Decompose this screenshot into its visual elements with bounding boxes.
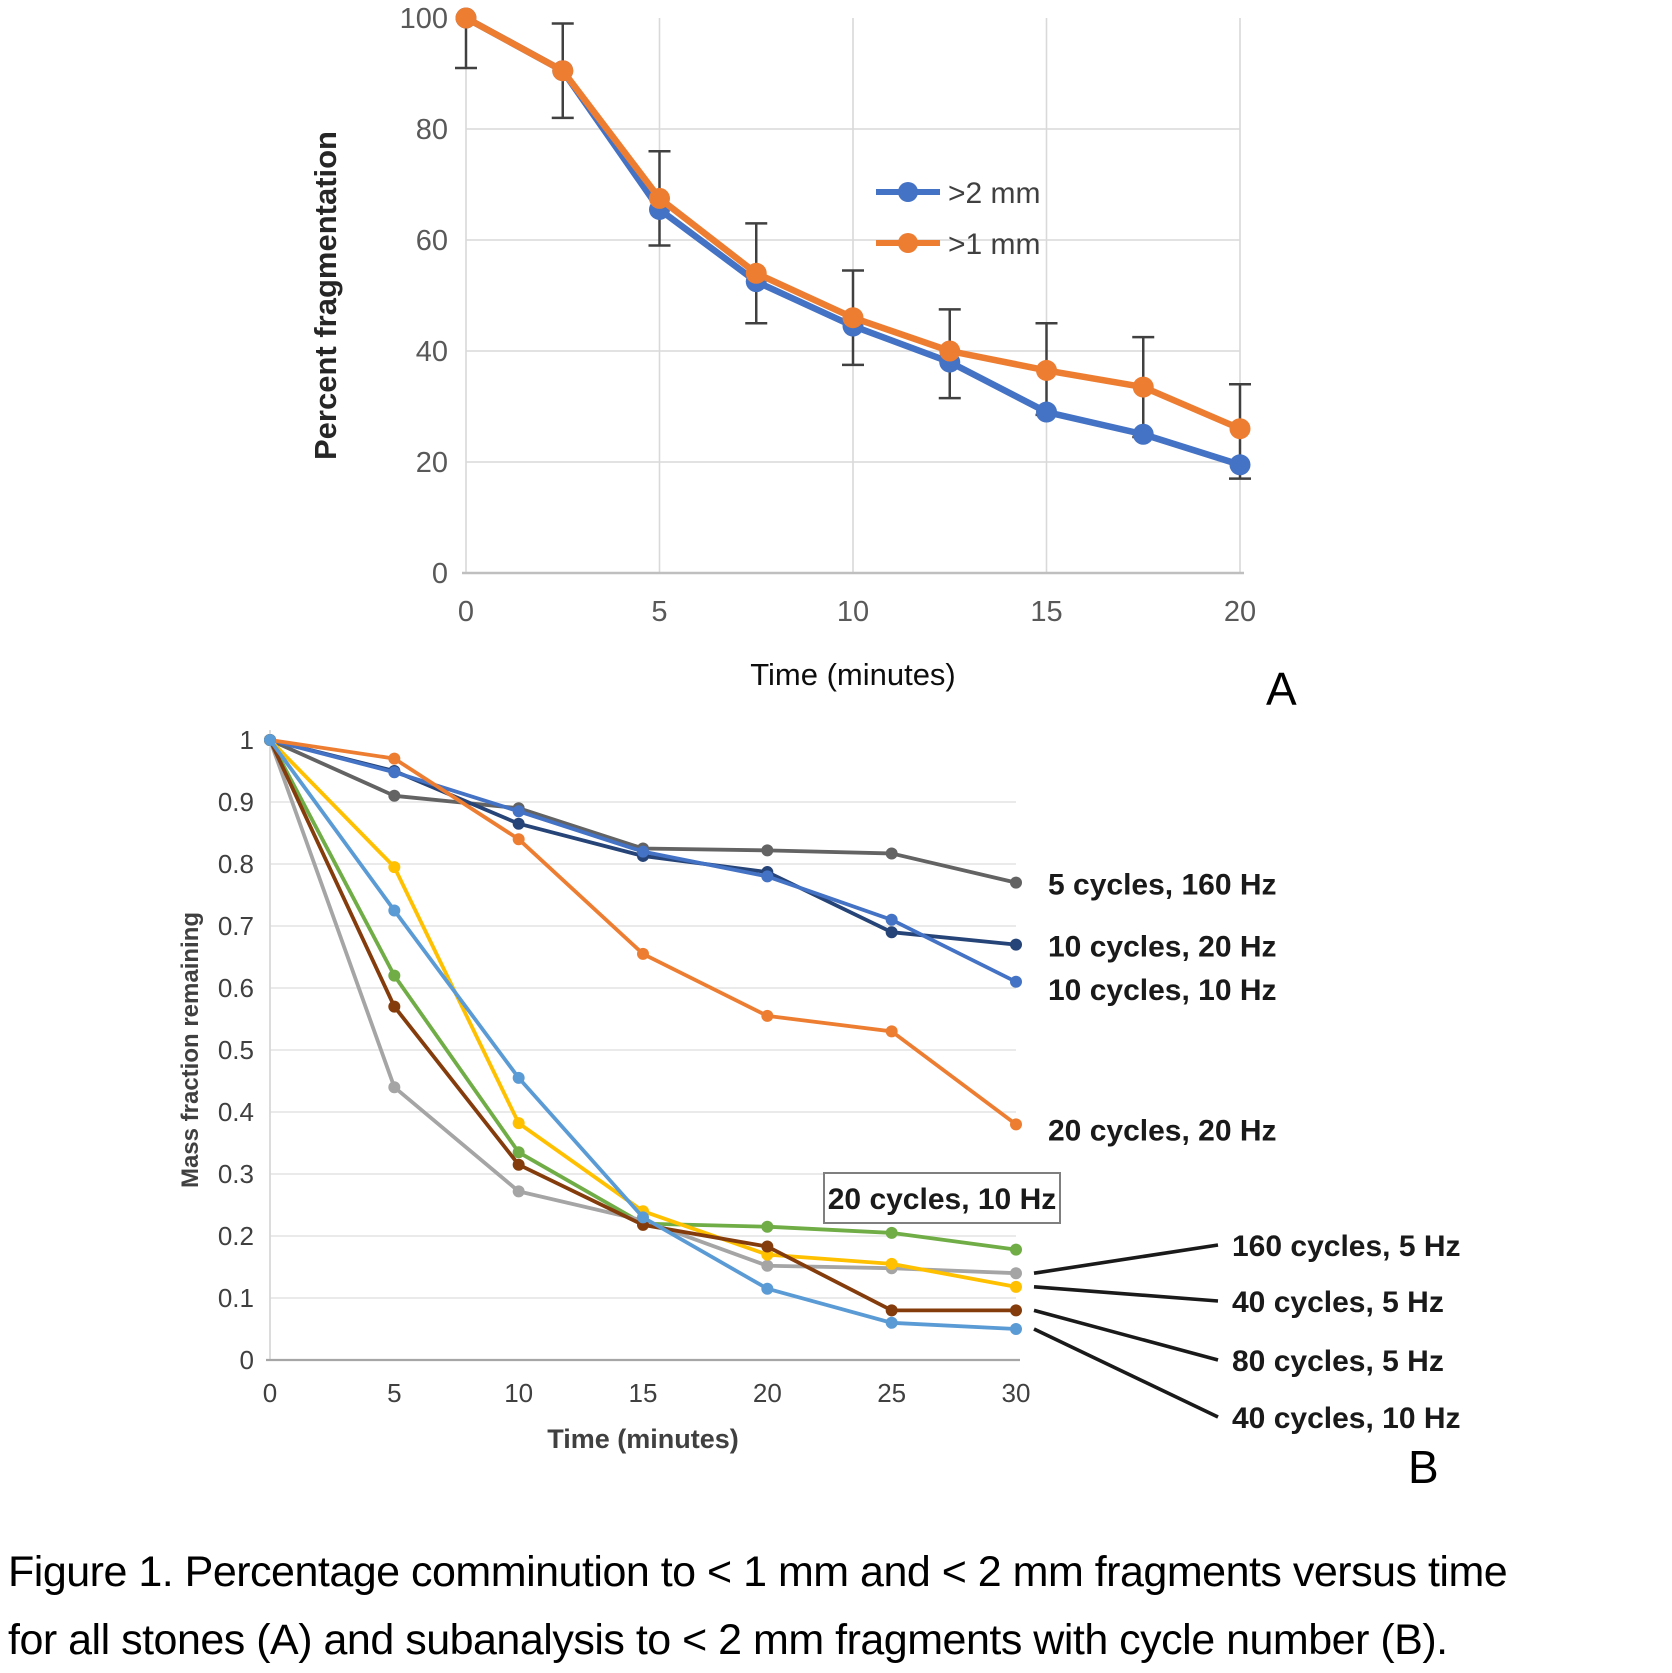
data-point-marker xyxy=(513,1159,525,1171)
data-point-marker xyxy=(886,847,898,859)
data-point-marker xyxy=(761,1221,773,1233)
x-tick-label: 30 xyxy=(1001,1378,1031,1408)
data-point-marker xyxy=(1010,1281,1022,1293)
data-point-marker xyxy=(886,1258,898,1270)
legend-marker xyxy=(898,233,918,253)
data-point-marker xyxy=(886,926,898,938)
x-axis-title: Time (minutes) xyxy=(750,657,956,692)
y-tick-label: 0.2 xyxy=(217,1221,254,1251)
x-axis-title: Time (minutes) xyxy=(547,1424,739,1454)
data-point-marker xyxy=(513,1185,525,1197)
data-point-marker xyxy=(513,818,525,830)
y-tick-label: 0 xyxy=(239,1345,254,1375)
x-tick-label: 10 xyxy=(504,1378,534,1408)
data-point-marker xyxy=(388,1001,400,1013)
data-point-marker xyxy=(1133,377,1154,398)
y-tick-label: 40 xyxy=(415,336,448,368)
data-point-marker xyxy=(1010,1304,1022,1316)
series-label: 10 cycles, 20 Hz xyxy=(1048,930,1277,964)
data-point-marker xyxy=(1010,1267,1022,1279)
series-label: 160 cycles, 5 Hz xyxy=(1232,1230,1461,1263)
data-point-marker xyxy=(1133,424,1154,445)
y-tick-label: 1 xyxy=(239,725,254,755)
data-point-marker xyxy=(513,1072,525,1084)
data-point-marker xyxy=(513,805,525,817)
caption-line-1: Figure 1. Percentage comminution to < 1 mm and < 2 mm fragments versus time xyxy=(8,1548,1508,1596)
data-point-marker xyxy=(456,8,477,29)
data-point-marker xyxy=(1010,877,1022,889)
data-point-marker xyxy=(388,766,400,778)
chart-b xyxy=(177,725,1461,1454)
data-point-marker xyxy=(886,1317,898,1329)
data-point-marker xyxy=(1010,976,1022,988)
data-point-marker xyxy=(637,846,649,858)
y-tick-label: 0.6 xyxy=(217,973,254,1003)
data-point-marker xyxy=(388,790,400,802)
data-point-marker xyxy=(1010,1118,1022,1130)
data-point-marker xyxy=(886,1025,898,1037)
figure-caption xyxy=(8,1538,1668,1673)
y-tick-label: 0.7 xyxy=(217,911,254,941)
data-point-marker xyxy=(1230,418,1251,439)
y-tick-label: 80 xyxy=(415,114,448,146)
panel-a-label: A xyxy=(1266,663,1297,715)
y-tick-label: 0.9 xyxy=(217,787,254,817)
data-point-marker xyxy=(1036,360,1057,381)
y-tick-label: 0 xyxy=(431,558,448,590)
x-tick-label: 0 xyxy=(457,596,475,628)
data-point-marker xyxy=(761,1260,773,1272)
series-line xyxy=(270,740,1016,1329)
x-tick-label: 15 xyxy=(628,1378,658,1408)
data-point-marker xyxy=(513,833,525,845)
y-tick-label: 0.3 xyxy=(217,1159,254,1189)
data-point-marker xyxy=(388,753,400,765)
y-tick-label: 0.1 xyxy=(217,1283,254,1313)
x-tick-label: 20 xyxy=(752,1378,782,1408)
data-point-marker xyxy=(388,970,400,982)
y-axis-title: Percent fragmentation xyxy=(308,130,343,461)
data-point-marker xyxy=(637,1211,649,1223)
legend-marker xyxy=(898,182,918,202)
y-tick-label: 100 xyxy=(399,3,448,35)
data-point-marker xyxy=(886,1227,898,1239)
data-point-marker xyxy=(761,870,773,882)
leader-line xyxy=(1034,1245,1218,1273)
y-tick-label: 0.8 xyxy=(217,849,254,879)
series-label: 5 cycles, 160 Hz xyxy=(1048,868,1277,902)
data-point-marker xyxy=(1010,939,1022,951)
x-tick-label: 25 xyxy=(877,1378,907,1408)
data-point-marker xyxy=(1036,402,1057,423)
data-point-marker xyxy=(388,905,400,917)
data-point-marker xyxy=(886,1304,898,1316)
x-tick-label: 5 xyxy=(651,596,668,628)
data-point-marker xyxy=(264,734,276,746)
data-point-marker xyxy=(552,60,573,81)
caption-line-2: for all stones (A) and subanalysis to < 2 mm fragments with cycle number (B). xyxy=(8,1616,1448,1664)
data-point-marker xyxy=(1010,1244,1022,1256)
y-tick-label: 0.5 xyxy=(217,1035,254,1065)
data-point-marker xyxy=(1010,1323,1022,1335)
x-tick-label: 15 xyxy=(1030,596,1063,628)
data-point-marker xyxy=(761,1241,773,1253)
series-label: 40 cycles, 5 Hz xyxy=(1232,1286,1444,1319)
data-point-marker xyxy=(746,263,767,284)
x-tick-label: 5 xyxy=(387,1378,402,1408)
x-tick-label: 0 xyxy=(262,1378,278,1408)
y-tick-label: 20 xyxy=(415,447,448,479)
series-label-boxed: 20 cycles, 10 Hz xyxy=(827,1183,1057,1216)
data-point-marker xyxy=(761,1010,773,1022)
legend xyxy=(876,177,1041,261)
series-label: 40 cycles, 10 Hz xyxy=(1232,1402,1461,1435)
chart-a xyxy=(308,3,1256,692)
data-point-marker xyxy=(1230,454,1251,475)
leader-line xyxy=(1034,1329,1218,1417)
data-point-marker xyxy=(843,307,864,328)
leader-line xyxy=(1034,1310,1218,1360)
data-point-marker xyxy=(513,1117,525,1129)
series-label: 10 cycles, 10 Hz xyxy=(1048,973,1277,1007)
data-point-marker xyxy=(649,188,670,209)
data-point-marker xyxy=(761,1283,773,1295)
legend-label: >1 mm xyxy=(948,228,1041,261)
x-tick-label: 10 xyxy=(836,596,870,628)
data-point-marker xyxy=(388,1081,400,1093)
series-label: 80 cycles, 5 Hz xyxy=(1232,1345,1444,1378)
legend-label: >2 mm xyxy=(948,177,1041,210)
panel-b-label: B xyxy=(1408,1441,1439,1493)
y-axis-title: Mass fraction remaining xyxy=(177,911,204,1189)
data-point-marker xyxy=(939,341,960,362)
data-point-marker xyxy=(637,948,649,960)
y-tick-label: 0.4 xyxy=(217,1097,254,1127)
data-point-marker xyxy=(761,844,773,856)
data-point-marker xyxy=(886,914,898,926)
x-tick-label: 20 xyxy=(1223,596,1257,628)
leader-line xyxy=(1034,1287,1218,1301)
series-label: 20 cycles, 20 Hz xyxy=(1048,1114,1277,1148)
y-tick-label: 60 xyxy=(415,225,448,257)
data-point-marker xyxy=(388,861,400,873)
